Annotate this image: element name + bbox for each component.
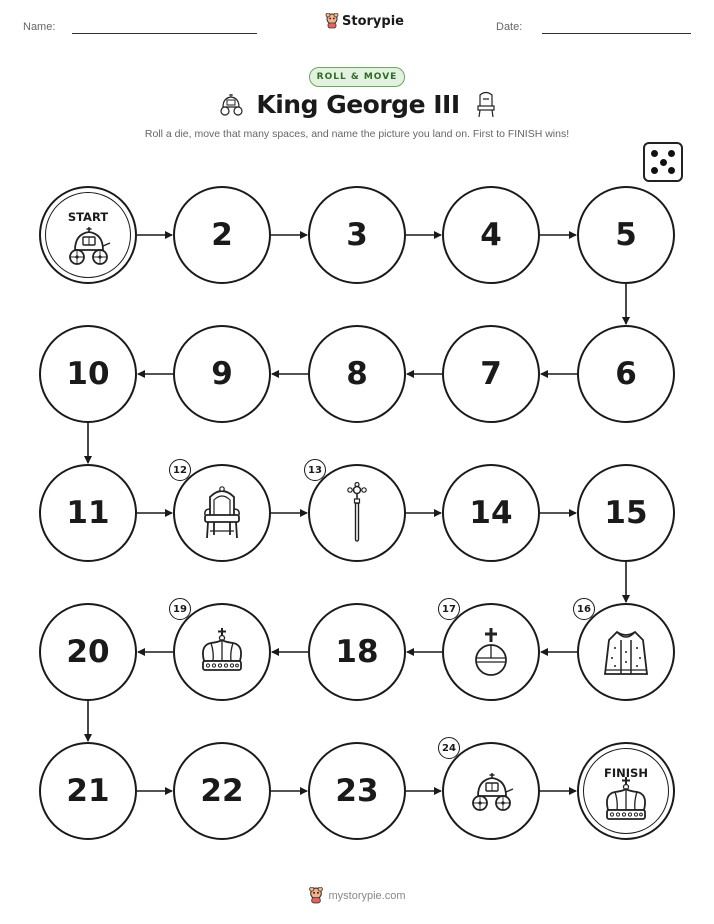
finish-space <box>577 742 675 840</box>
instructions: Roll a die, move that many spaces, and name the picture you land on. First to FINISH wins! <box>144 128 570 140</box>
board-space-10 <box>39 325 137 423</box>
board-space-16 <box>577 603 675 701</box>
space-number-badge: 24 <box>438 737 460 759</box>
start-space <box>39 186 137 284</box>
board-space-12 <box>173 464 271 562</box>
space-number: 8 <box>346 356 368 392</box>
start-label: START <box>67 210 109 224</box>
space-number: 2 <box>211 217 233 253</box>
crown-icon <box>601 776 651 826</box>
space-number: 9 <box>211 356 233 392</box>
space-number: 18 <box>335 634 379 670</box>
board-space-11 <box>39 464 137 562</box>
board-space-19 <box>173 603 271 701</box>
space-number: 6 <box>615 356 637 392</box>
board-space-23 <box>308 742 406 840</box>
board-space-3 <box>308 186 406 284</box>
board-space-24 <box>442 742 540 840</box>
space-number: 22 <box>200 773 244 809</box>
space-number: 4 <box>480 217 502 253</box>
space-number: 7 <box>480 356 502 392</box>
space-number: 3 <box>346 217 368 253</box>
board-space-20 <box>39 603 137 701</box>
brand-name: Storypie <box>342 13 404 29</box>
game-type-badge: ROLL & MOVE <box>309 67 405 87</box>
board-space-13 <box>308 464 406 562</box>
board-space-22 <box>173 742 271 840</box>
finish-label: FINISH <box>604 766 648 780</box>
board-space-7 <box>442 325 540 423</box>
board-space-5 <box>577 186 675 284</box>
footer-site: mystorypie.com <box>328 889 406 902</box>
name-label: Name: <box>23 21 56 33</box>
crown-icon <box>197 627 247 677</box>
royal-robe-icon <box>603 626 649 678</box>
carriage-icon <box>466 770 516 812</box>
space-number: 21 <box>66 773 110 809</box>
space-number: 23 <box>335 773 379 809</box>
title-text: King George III <box>256 90 460 119</box>
space-number-badge: 12 <box>169 459 191 481</box>
space-number-badge: 16 <box>573 598 595 620</box>
space-number: 20 <box>66 634 110 670</box>
board-space-15 <box>577 464 675 562</box>
space-number-badge: 19 <box>169 598 191 620</box>
board-space-4 <box>442 186 540 284</box>
board-space-17 <box>442 603 540 701</box>
space-number: 5 <box>615 217 637 253</box>
date-label: Date: <box>496 21 523 33</box>
orb-icon <box>473 626 509 678</box>
space-number-badge: 17 <box>438 598 460 620</box>
board-space-21 <box>39 742 137 840</box>
space-number-badge: 13 <box>304 459 326 481</box>
storypie-mascot-icon <box>308 887 324 904</box>
throne-icon <box>200 485 244 541</box>
board-space-9 <box>173 325 271 423</box>
footer <box>0 887 714 904</box>
space-number: 11 <box>66 495 110 531</box>
board-space-14 <box>442 464 540 562</box>
space-number: 14 <box>469 495 513 531</box>
space-number: 15 <box>604 495 648 531</box>
board-space-8 <box>308 325 406 423</box>
board-space-6 <box>577 325 675 423</box>
carriage-icon <box>63 224 113 266</box>
scepter-icon <box>344 482 370 544</box>
board-space-18 <box>308 603 406 701</box>
board-space-2 <box>173 186 271 284</box>
space-number: 10 <box>66 356 110 392</box>
